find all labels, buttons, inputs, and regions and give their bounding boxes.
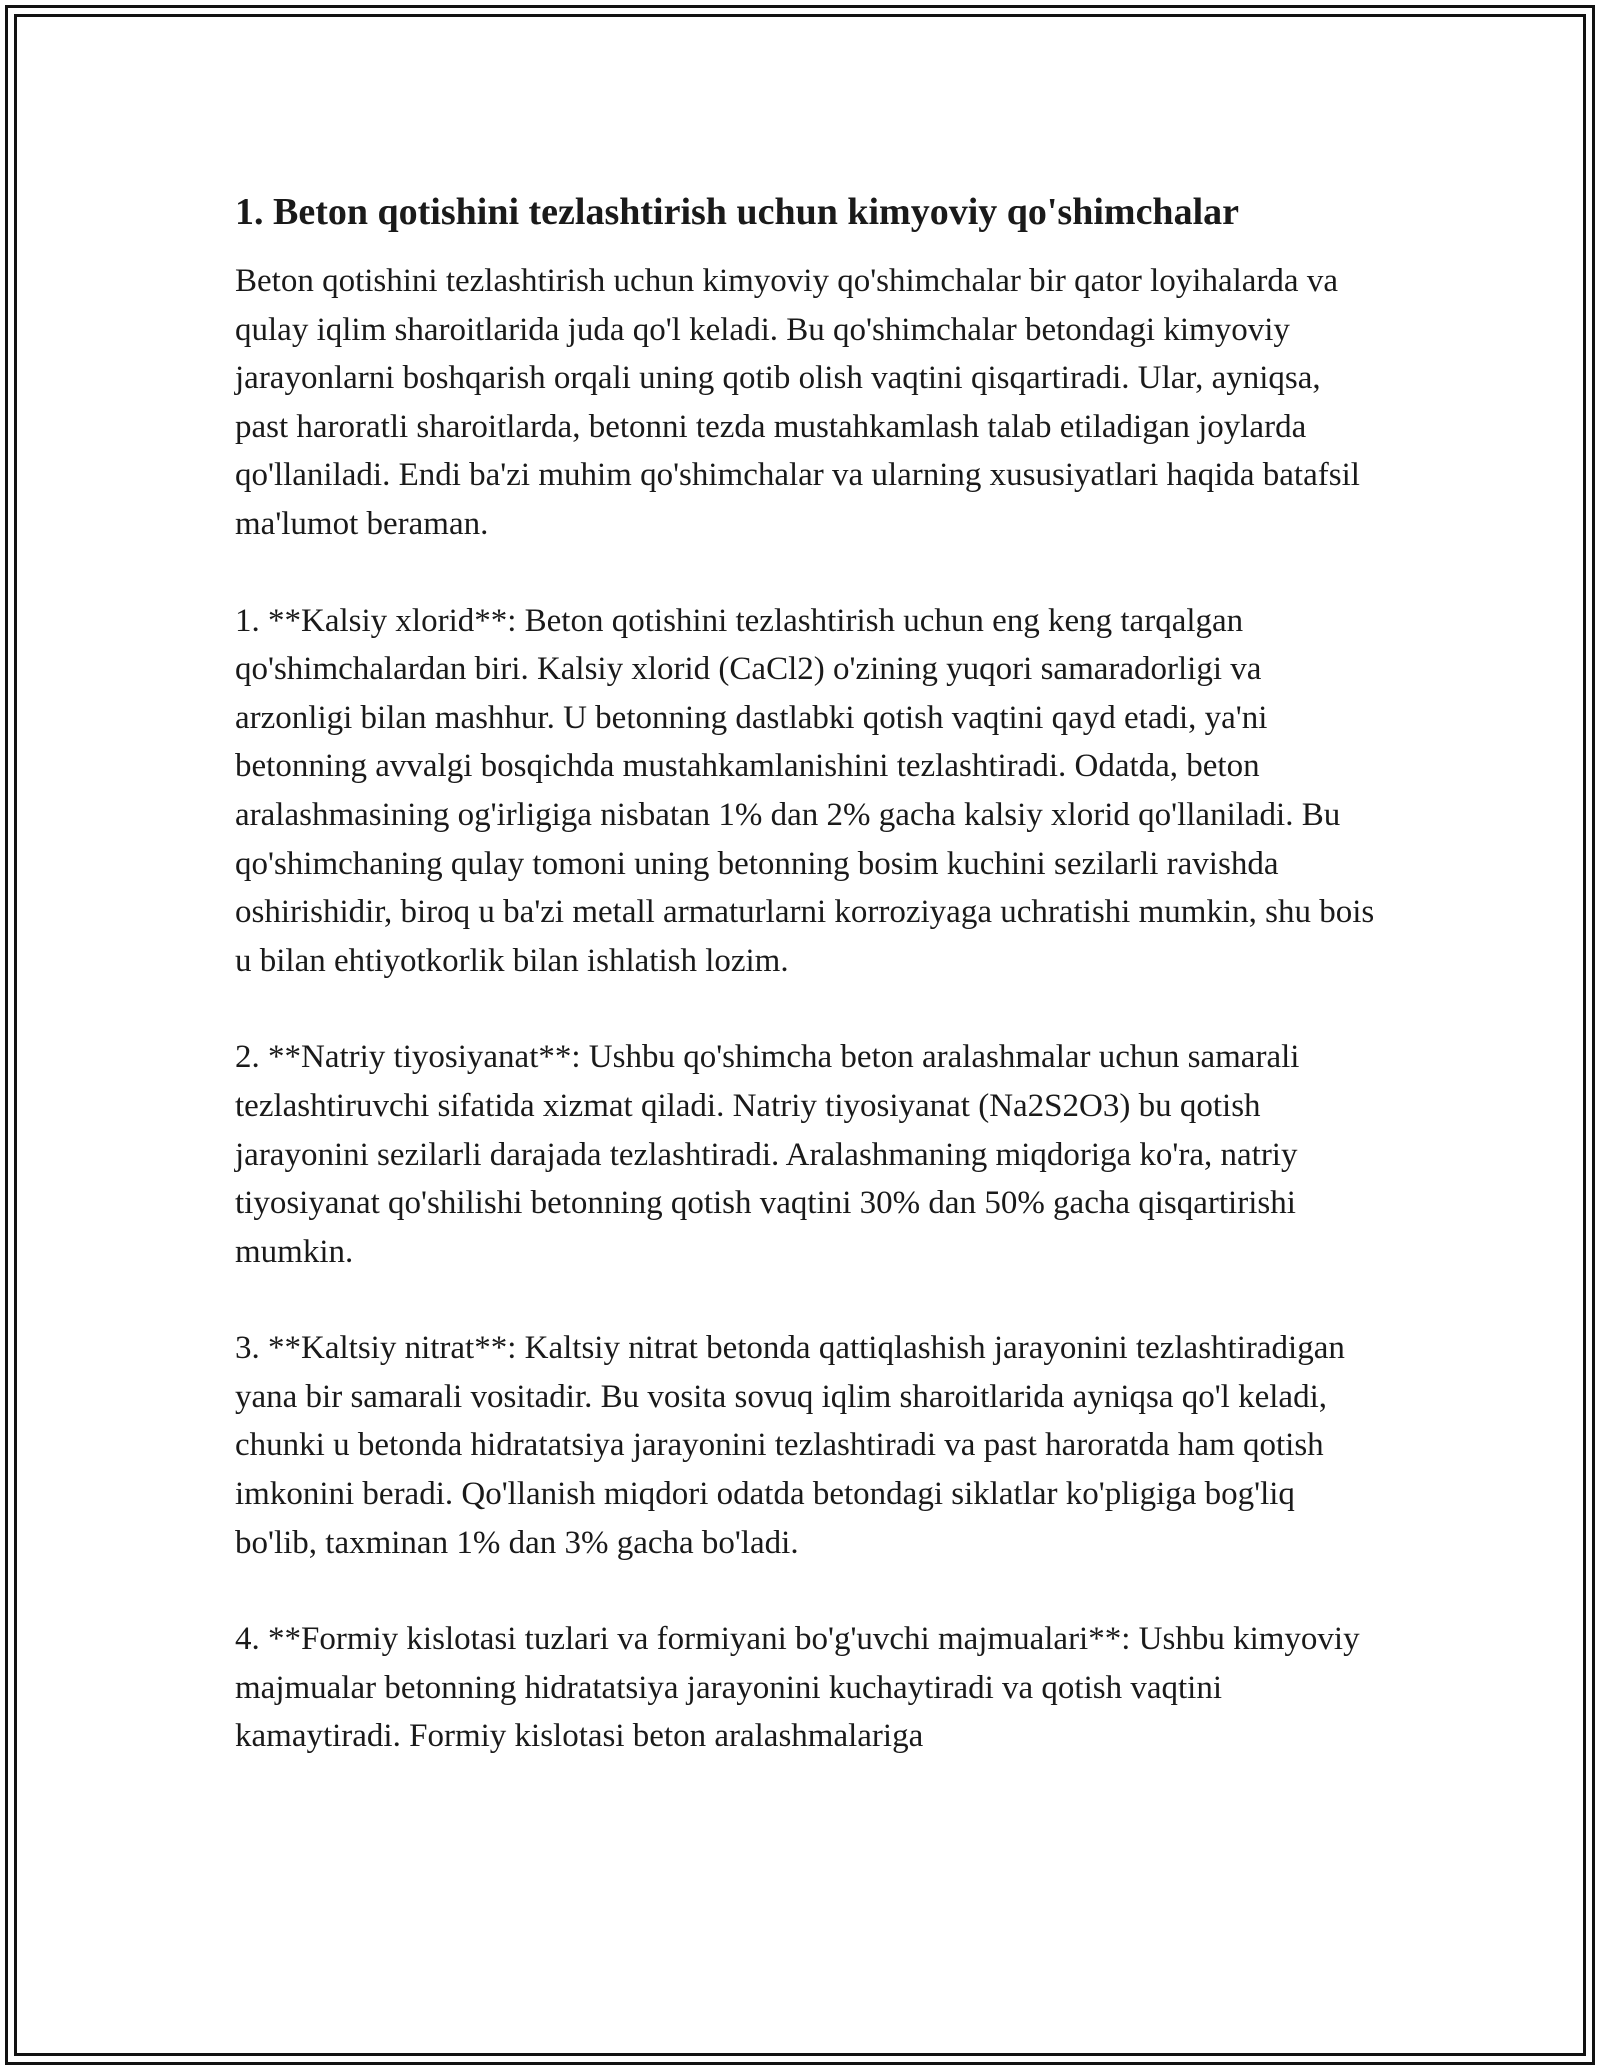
section-heading: 1. Beton qotishini tezlashtirish uchun kimyoviy qo'shimchalar bbox=[235, 191, 1239, 233]
paragraph-sodium-thiocyanate: 2. **Natriy tiyosiyanat**: Ushbu qo'shimcha beton aralashmalar uchun samarali tezlashtiruvchi sifatida xizmat qiladi. Natriy tiyosiyanat (Na2S2O3) bu qotish jarayonini sezilarli darajada tezlashtiradi. Aralashmaning miqdoriga ko'ra, natriy tiyosiyanat qo'shilishi betonning qotish vaqtini 30% dan 50% gacha qisqartirishi mumkin. bbox=[235, 1039, 1300, 1270]
document-body bbox=[235, 188, 1375, 1809]
paragraph-formic-acid-salts: 4. **Formiy kislotasi tuzlari va formiyani bo'g'uvchi majmualari**: Ushbu kimyoviy majmualar betonning hidratatsiya jarayonini kuchaytiradi va qotish vaqtini kamaytiradi. Formiy kislotasi beton aralashmalariga bbox=[235, 1621, 1360, 1755]
intro-paragraph: Beton qotishini tezlashtirish uchun kimyoviy qo'shimchalar bir qator loyihalarda va qulay iqlim sharoitlarida juda qo'l keladi. Bu qo'shimchalar betondagi kimyoviy jarayonlarni boshqarish orqali uning qotib olish vaqtini qisqartiradi. Ular, ayniqsa, past haroratli sharoitlarda, betonni tezda mustahkamlash talab etiladigan joylarda qo'llaniladi. Endi ba'zi muhim qo'shimchalar va ularning xususiyatlari haqida batafsil ma'lumot beraman. bbox=[235, 263, 1360, 542]
paragraph-calcium-nitrate: 3. **Kaltsiy nitrat**: Kaltsiy nitrat betonda qattiqlashish jarayonini tezlashtiradigan yana bir samarali vositadir. Bu vosita sovuq iqlim sharoitlarida ayniqsa qo'l keladi, chunki u betonda hidratatsiya jarayonini tezlashtiradi va past haroratda ham qotish imkonini beradi. Qo'llanish miqdori odatda betondagi siklatlar ko'pligiga bog'liq bo'lib, taxminan 1% dan 3% gacha bo'ladi. bbox=[235, 1330, 1345, 1561]
paragraph-calcium-chloride: 1. **Kalsiy xlorid**: Beton qotishini tezlashtirish uchun eng keng tarqalgan qo'shimchalardan biri. Kalsiy xlorid (CaCl2) o'zining yuqori samaradorligi va arzonligi bilan mashhur. U betonning dastlabki qotish vaqtini qayd etadi, ya'ni betonning avvalgi bosqichda mustahkamlanishini tezlashtiradi. Odatda, beton aralashmasining og'irligiga nisbatan 1% dan 2% gacha kalsiy xlorid qo'llaniladi. Bu qo'shimchaning qulay tomoni uning betonning bosim kuchini sezilarli ravishda oshirishidir, biroq u ba'zi metall armaturlarni korroziyaga uchratishi mumkin, shu bois u bilan ehtiyotkorlik bilan ishlatish lozim. bbox=[235, 602, 1375, 979]
